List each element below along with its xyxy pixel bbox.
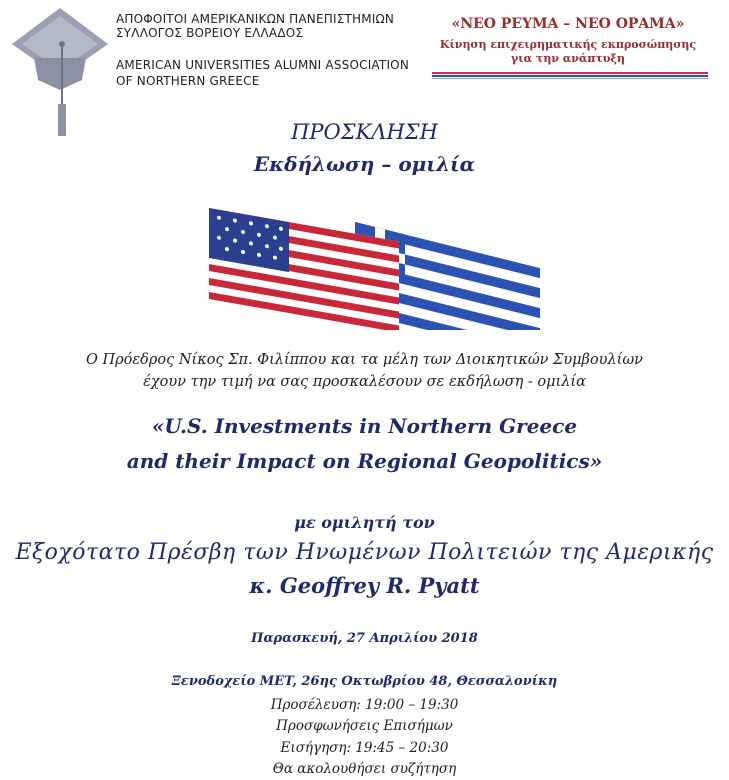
- association-name-greek-line2: ΣΥΛΛΟΓΟΣ ΒΟΡΕΙΟΥ ΕΛΛΑΔΟΣ: [116, 26, 304, 40]
- movement-subtitle-line1: Κίνηση επιχειρηματικής εκπροσώπησης: [439, 38, 697, 51]
- flags-illustration: [205, 200, 550, 330]
- speaker-name: κ. Geoffrey R. Pyatt: [249, 573, 480, 598]
- speaker-lead: με ομιλητή τον: [294, 513, 435, 532]
- schedule-item: Εισήγηση: 19:45 – 20:30: [280, 740, 449, 756]
- association-name-english-line1: AMERICAN UNIVERSITIES ALUMNI ASSOCIATION: [116, 58, 410, 72]
- schedule-item: Θα ακολουθήσει συζήτηση: [272, 761, 457, 777]
- intro-line2: έχουν την τιμή να σας προσκαλέσουν σε εκδήλωση - ομιλία: [143, 374, 586, 390]
- header-stripe-red: [432, 72, 708, 74]
- event-venue: Ξενοδοχείο MET, 26ης Οκτωβρίου 48, Θεσσαλονίκη: [171, 674, 558, 689]
- association-name-greek-line1: ΑΠΟΦΟΙΤΟΙ ΑΜΕΡΙΚΑΝΙΚΩΝ ΠΑΝΕΠΙΣΤΗΜΙΩΝ: [116, 12, 395, 26]
- movement-title: «ΝΕΟ ΡΕΥΜΑ – ΝΕΟ ΟΡΑΜΑ»: [451, 16, 685, 32]
- speaker-title: Εξοχότατο Πρέσβη των Ηνωμένων Πολιτειών της Αμερικής: [15, 540, 714, 565]
- topic-line2: and their Impact on Regional Geopolitics»: [126, 449, 603, 473]
- schedule-item: Προσφωνήσεις Επισήμων: [276, 718, 453, 734]
- association-name-english-line2: OF NORTHERN GREECE: [116, 74, 260, 88]
- invitation-heading: ΠΡΟΣΚΛΗΣΗ: [291, 120, 438, 144]
- movement-subtitle-line2: για την ανάπτυξη: [511, 52, 625, 65]
- schedule-item: Προσέλευση: 19:00 – 19:30: [270, 697, 459, 713]
- header-stripe-blue: [432, 75, 708, 77]
- event-date: Παρασκευή, 27 Απριλίου 2018: [251, 631, 478, 646]
- intro-line1: Ο Πρόεδρος Νίκος Σπ. Φιλίππου και τα μέλη των Διοικητικών Συμβουλίων: [85, 352, 644, 368]
- header-stripe-grey: [432, 78, 708, 79]
- topic-line1: «U.S. Investments in Northern Greece: [151, 414, 578, 438]
- event-type: Εκδήλωση – ομιλία: [253, 152, 476, 176]
